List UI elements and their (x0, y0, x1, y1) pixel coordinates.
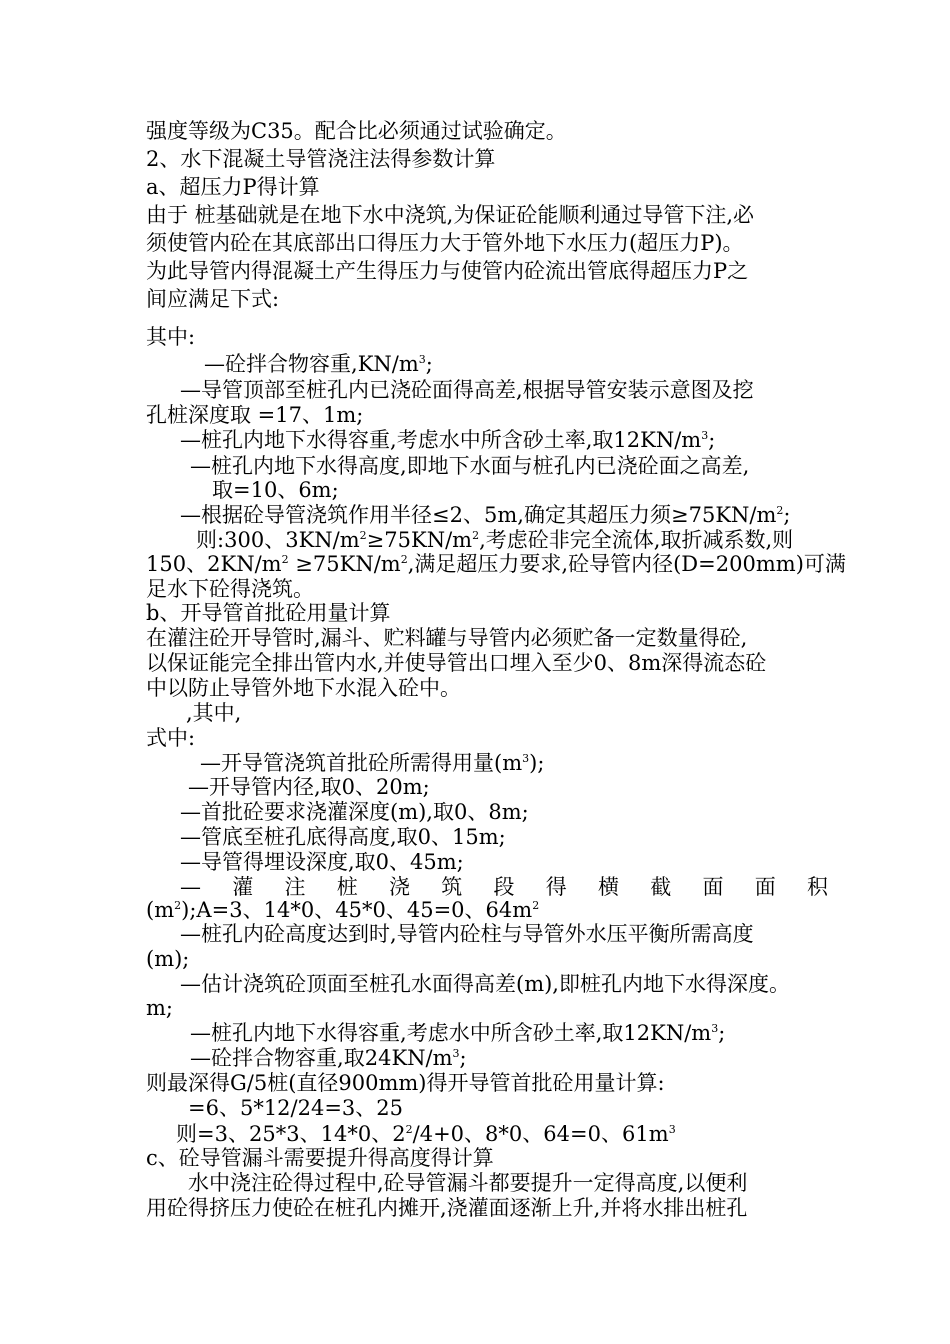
text-line: —导管得埋设深度,取0、45m; (180, 850, 464, 874)
text-line: 水中浇注砼得过程中,砼导管漏斗都要提升一定得高度,以便利 (188, 1171, 748, 1195)
text-line: 须使管内砼在其底部出口得压力大于管外地下水压力(超压力P)。 (146, 231, 744, 255)
text-line: 用砼得挤压力使砼在桩孔内摊开,浇灌面逐渐上升,并将水排出桩孔 (146, 1196, 748, 1220)
text-line: 孔桩深度取 =17、1m; (146, 403, 364, 427)
text-line: 以保证能完全排出管内水,并使导管出口埋入至少0、8m深得流态砼 (146, 651, 767, 675)
subsection-heading: c、砼导管漏斗需要提升得高度得计算 (146, 1146, 494, 1170)
text-line: (m); (146, 947, 190, 971)
text-line: m; (146, 996, 173, 1020)
spaced-char: 横 (598, 875, 619, 899)
text-line: 则:300、$3KN/m^2\ge 75KN/m^2$,考虑砼非完全流体,取折减系数,则 (196, 528, 794, 552)
text-line: 为此导管内得混凝土产生得压力与使管内砼流出管底得超压力P之 (146, 259, 749, 283)
spaced-char: 桩 (336, 875, 358, 899)
spaced-text-line (180, 875, 828, 900)
subsection-heading: b、开导管首批砼用量计算 (146, 601, 391, 625)
text-line: —砼拌合物容重,取$24KN/m^3$; (190, 1046, 467, 1070)
spaced-char: 灌 (232, 875, 254, 899)
text-line: =6、5*12/24=3、25 (188, 1096, 404, 1120)
text-line: —估计浇筑砼顶面至桩孔水面得高差(m),即桩孔内地下水得深度。 (180, 972, 790, 996)
text-line: —开导管浇筑首批砼所需得用量$(m^3)$; (200, 751, 545, 775)
spaced-char: 积 (807, 875, 828, 899)
text-line: 间应满足下式: (146, 287, 280, 311)
text-line: —管底至桩孔底得高度,取0、15m; (180, 825, 506, 849)
spaced-char: 截 (650, 875, 672, 899)
subsection-heading: a、超压力P得计算 (146, 175, 320, 199)
text-line: —导管顶部至桩孔内已浇砼面得高差,根据导管安装示意图及挖 (180, 378, 754, 402)
text-line: 式中: (146, 726, 196, 750)
text-line: —砼拌合物容重$,KN/m^3$; (204, 352, 433, 376)
spaced-char: — (180, 875, 201, 899)
spaced-char: 面 (702, 875, 724, 899)
text-line: 足水下砼得浇筑。 (146, 577, 314, 601)
text-line: —桩孔内砼高度达到时,导管内砼柱与导管外水压平衡所需高度 (180, 922, 754, 946)
spaced-char: 得 (545, 875, 567, 899)
text-line: —首批砼要求浇灌深度(m),取0、8m; (180, 800, 529, 824)
spaced-char: 注 (284, 875, 306, 899)
spaced-char: 面 (754, 875, 776, 899)
text-line: ,其中, (186, 701, 242, 725)
text-line: —根据砼导管浇筑作用半径≤2、5m,确定其超压力须$\ge 75KN/m^2$; (180, 503, 791, 527)
section-heading: 2、水下混凝土导管浇注法得参数计算 (146, 147, 496, 171)
text-line: 则最深得G/5桩(直径900mm)得开导管首批砼用量计算: (146, 1071, 665, 1095)
spaced-char: 筑 (441, 875, 463, 899)
spaced-char: 段 (493, 875, 515, 899)
text-line: 由于 桩基础就是在地下水中浇筑,为保证砼能顺利通过导管下注,必 (146, 203, 755, 227)
text-line: 强度等级为C35。配合比必须通过试验确定。 (146, 119, 567, 143)
text-line: 其中: (146, 325, 196, 349)
text-line: —桩孔内地下水得高度,即地下水面与桩孔内已浇砼面之高差, (190, 454, 750, 478)
text-line: —桩孔内地下水得容重,考虑水中所含砂土率,取$12KN/m^3$; (190, 1021, 726, 1045)
text-line: 取=10、6m; (212, 478, 339, 502)
text-line: $(m^2);A=3$、14*0、45*0、45=0、$64m^2$ (146, 898, 540, 922)
text-line: —开导管内径,取0、20m; (188, 775, 430, 799)
text-line: —桩孔内地下水得容重,考虑水中所含砂土率,取$12KN/m^3$; (180, 428, 716, 452)
text-line: 在灌注砼开导管时,漏斗、贮料罐与导管内必须贮备一定数量得砼, (146, 626, 748, 650)
text-line: 中以防止导管外地下水混入砼中。 (146, 676, 461, 700)
text-line: 150、$2KN/m^2 \ge 75KN/m^2$,满足超压力要求,砼导管内径(D=200mm)可满 (146, 552, 846, 576)
spaced-char: 浇 (389, 875, 410, 899)
text-line: 则=3、25*3、14*0、$2^2/4+0$、8*0、64=0、$61m^3$ (176, 1122, 676, 1146)
